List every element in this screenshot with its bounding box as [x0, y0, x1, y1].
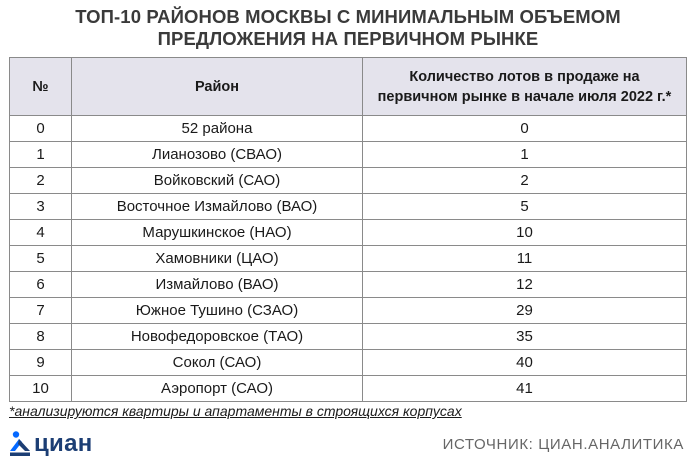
- cell-number: 5: [10, 246, 72, 272]
- header-lots-count-text: Количество лотов в продаже на первичном рынке в начале июля 2022 г.*: [377, 68, 672, 105]
- table-row: [10, 142, 687, 168]
- table-row: [10, 116, 687, 142]
- cell-district: Измайлово (ВАО): [72, 272, 363, 298]
- header-lots-count: [363, 58, 687, 116]
- cell-lots: 0: [363, 116, 687, 142]
- districts-table: [9, 57, 687, 402]
- footnote: *анализируются квартиры и апартаменты в строящихся корпусах: [9, 403, 462, 419]
- cell-number: 7: [10, 298, 72, 324]
- cell-lots: 2: [363, 168, 687, 194]
- cell-lots: 35: [363, 324, 687, 350]
- page-title: [0, 6, 696, 50]
- cian-logo-icon: [8, 430, 32, 458]
- cell-lots: 1: [363, 142, 687, 168]
- cell-number: 4: [10, 220, 72, 246]
- cell-district: Аэропорт (САО): [72, 376, 363, 402]
- cell-number: 8: [10, 324, 72, 350]
- cell-number: 6: [10, 272, 72, 298]
- cell-number: 10: [10, 376, 72, 402]
- table-row: [10, 324, 687, 350]
- table-body: [10, 116, 687, 402]
- cell-lots: 11: [363, 246, 687, 272]
- header-number: №: [10, 58, 72, 116]
- cell-number: 0: [10, 116, 72, 142]
- cell-district: Сокол (САО): [72, 350, 363, 376]
- cell-district: Восточное Измайлово (ВАО): [72, 194, 363, 220]
- cell-district: Лианозово (СВАО): [72, 142, 363, 168]
- cell-number: 1: [10, 142, 72, 168]
- cell-lots: 12: [363, 272, 687, 298]
- cell-lots: 41: [363, 376, 687, 402]
- cell-number: 3: [10, 194, 72, 220]
- table-header-row: [10, 58, 687, 116]
- cell-lots: 29: [363, 298, 687, 324]
- cell-district: Войковский (САО): [72, 168, 363, 194]
- table-row: [10, 376, 687, 402]
- cell-district: Новофедоровское (ТАО): [72, 324, 363, 350]
- cian-logo-text: циан: [34, 430, 93, 457]
- title-line-2: ПРЕДЛОЖЕНИЯ НА ПЕРВИЧНОМ РЫНКЕ: [157, 28, 539, 49]
- cell-district: Хамовники (ЦАО): [72, 246, 363, 272]
- table-row: [10, 272, 687, 298]
- cell-lots: 40: [363, 350, 687, 376]
- table-row: [10, 298, 687, 324]
- cell-district: Марушкинское (НАО): [72, 220, 363, 246]
- table-row: [10, 246, 687, 272]
- cell-lots: 5: [363, 194, 687, 220]
- header-district: Район: [72, 58, 363, 116]
- table-row: [10, 220, 687, 246]
- title-line-1: ТОП-10 РАЙОНОВ МОСКВЫ С МИНИМАЛЬНЫМ ОБЪЕМОМ: [75, 6, 621, 27]
- table-row: [10, 194, 687, 220]
- table-row: [10, 350, 687, 376]
- cell-district: Южное Тушино (СЗАО): [72, 298, 363, 324]
- source-caption: ИСТОЧНИК: ЦИАН.АНАЛИТИКА: [442, 436, 684, 453]
- cian-logo: [8, 429, 93, 459]
- cell-district: 52 района: [72, 116, 363, 142]
- cell-lots: 10: [363, 220, 687, 246]
- table-row: [10, 168, 687, 194]
- cell-number: 9: [10, 350, 72, 376]
- cell-number: 2: [10, 168, 72, 194]
